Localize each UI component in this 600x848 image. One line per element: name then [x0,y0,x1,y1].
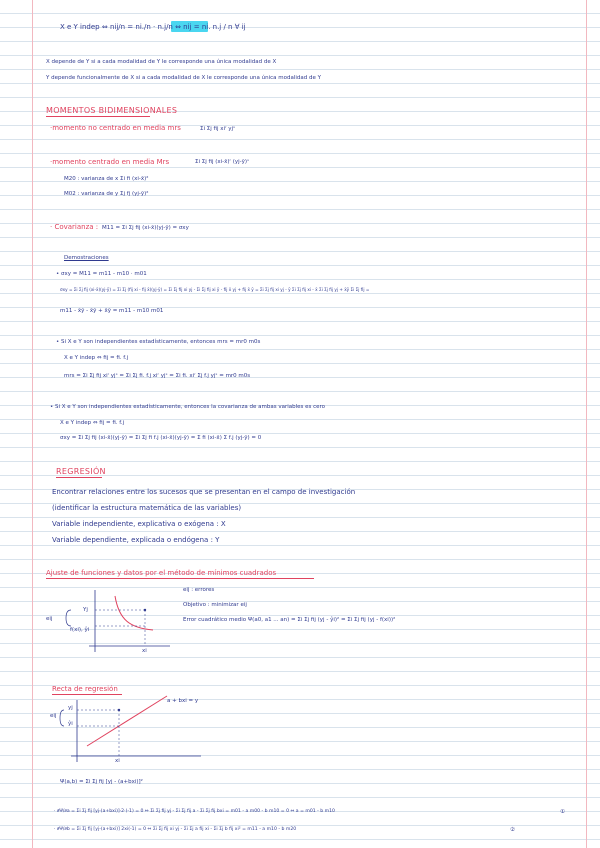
rl-psi: Ψ(a,b) = Σi Σj fij [yj - (a+bxi)]² [60,779,143,785]
demo-title: Demostraciones [64,255,109,261]
least-squares-title: Ajuste de funciones y datos por el método de mínimos cuadrados [46,569,277,577]
regression-line-1: Encontrar relaciones entre los sucesos que se presentan en el campo de investigación [52,488,356,496]
ls-note-2: Objetivo : minimizar eij [183,602,247,608]
rl-label-xi: xi [115,758,120,764]
rl-regression-line [87,696,167,746]
rl-line-label: a + bxi = y [167,698,199,704]
demo-item-3-line-2: σxy = Σi Σj fij (xi-x̄)(yj-ȳ) = Σi Σj fi f.j (xi-x̄)(yj-ȳ) = Σ fi (xi-x̄) Σ f.j (yj-ȳ) = 0 [60,435,262,441]
non-centered-formula: Σi Σj fij xiʳ yjˢ [200,126,236,132]
regression-line-4: Variable dependiente, explicada o endógena : Y [52,536,220,544]
ls-label-eij: eij [46,616,53,622]
ls-note-3: Error cuadrático medio Ψ(a0, a1 ... an) = Σi Σj fij (yj - ŷi)² = Σi Σj fij (yj - f(xi))² [183,617,396,623]
dep-line-2: Y depende funcionalmente de X si a cada modalidad de X le corresponde una única modalidad de Y [46,75,322,81]
demo-item-1-line-1: σxy = Σi Σj fij (xi-x̄)(yj-ȳ) = Σi Σj (fij xi - fij x̄)(yj-ȳ) = Σi Σj fij xi yj - Σi Σj fij xi ȳ - fij x̄ yj + fij x̄ ȳ = Σi Σj fij xi yj - ȳ Σi Σj fij xi - x̄ Σi Σj fij yj + x̄ȳ Σi Σj fij = [60,287,370,292]
least-squares-title-underline [46,578,314,579]
ls-note-1: eij : errores [183,587,215,593]
rl-deriv-a: · ∂Ψ/∂a = Σi Σj fij [yj-(a+bxi)]·2·(-1) = 0 ⇔ Σi Σj fij yj - Σi Σj fij a - Σi Σj fij bxi = m01 - a m00 - b m10 = 0 ⇔ a = m01 - b m10 [54,809,335,814]
rl-point [118,709,120,711]
covariance-formula: M11 = Σi Σj fij (xi-x̄)(yj-ȳ) = σxy [102,225,189,231]
demo-item-1: • σxy = M11 = m11 - m10 · m01 [56,271,147,277]
regression-title: REGRESIÓN [56,467,106,476]
centered-label: ·momento centrado en media Mrs [50,158,170,166]
margin-line-left [32,0,33,848]
ls-curve [115,596,153,630]
rl-deriv-b: · ∂Ψ/∂b = Σi Σj fij [yj-(a+bxi)] 2xi(-1) = 0 ⇔ Σi Σj fij xi yj - Σi Σj a fij xi - Σi Σj b fij xi² = m11 - a m10 - b m20 [54,827,297,832]
rl-label-yhat: ŷi [68,721,73,727]
rl-label-yj: yj [68,705,73,711]
rl-deriv-a-number: ① [560,809,565,815]
non-centered-label: ·momento no centrado en media mrs [50,124,181,132]
margin-line-right [586,0,587,848]
covariance-label: · Covarianza : [50,223,99,231]
dep-line-1: X depende de Y si a cada modalidad de Y le corresponde una única modalidad de X [46,59,277,65]
ls-label-fxi: f(xi), ŷi [70,627,90,633]
ls-label-yj: Yj [83,607,88,613]
demo-item-3: • Si X e Y son independientes estadísticamente, entonces la covarianza de ambas variables es cero [50,404,326,410]
demo-item-3-line-1: X e Y indep ⇔ fij = fi. f.j [60,420,125,426]
m20-line: M20 : varianza de x Σi fi (xi-x̄)² [64,176,149,182]
moments-title-underline [46,116,150,117]
centered-formula: Σi Σj fij (xi-x̄)ʳ (yj-ȳ)ˢ [195,159,250,165]
m02-line: M02 : varianza de y Σj fj (yj-ȳ)² [64,191,149,197]
ls-point [144,609,146,611]
ls-error-brace [66,610,71,626]
ls-label-xi: xi [142,648,147,654]
regression-title-underline [56,477,102,478]
regression-line-3: Variable independiente, explicativa o exógena : X [52,520,226,528]
demo-item-1-line-2: m11 - x̄ȳ - x̄ȳ + x̄ȳ = m11 - m10 m01 [60,308,164,314]
rl-deriv-b-number: ② [510,827,515,833]
moments-title: MOMENTOS BIDIMENSIONALES [46,106,178,115]
least-squares-graph [45,590,175,660]
demo-item-2-line-2: mrs = Σi Σj fij xiʳ yjˢ = Σi Σj fi. f.j xiʳ yjˢ = Σi fi. xiʳ Σj f.j yjˢ = mr0 m0s [64,373,251,379]
rl-label-eij: eij [50,713,57,719]
rl-error-brace [60,710,64,726]
top-formula: X e Y indep ⇔ nij/n = ni./n · n.j/n ⇔ nij = ni. n.j / n ∀ ij [60,23,246,31]
regression-line-2: (identificar la estructura matemática de las variables) [52,504,242,512]
regression-line-title: Recta de regresión [52,685,118,693]
demo-item-2: • Si X e Y son independientes estadísticamente, entonces mrs = mr0 m0s [56,339,261,345]
demo-item-2-line-1: X e Y indep ⇔ fij = fi. f.j [64,355,129,361]
